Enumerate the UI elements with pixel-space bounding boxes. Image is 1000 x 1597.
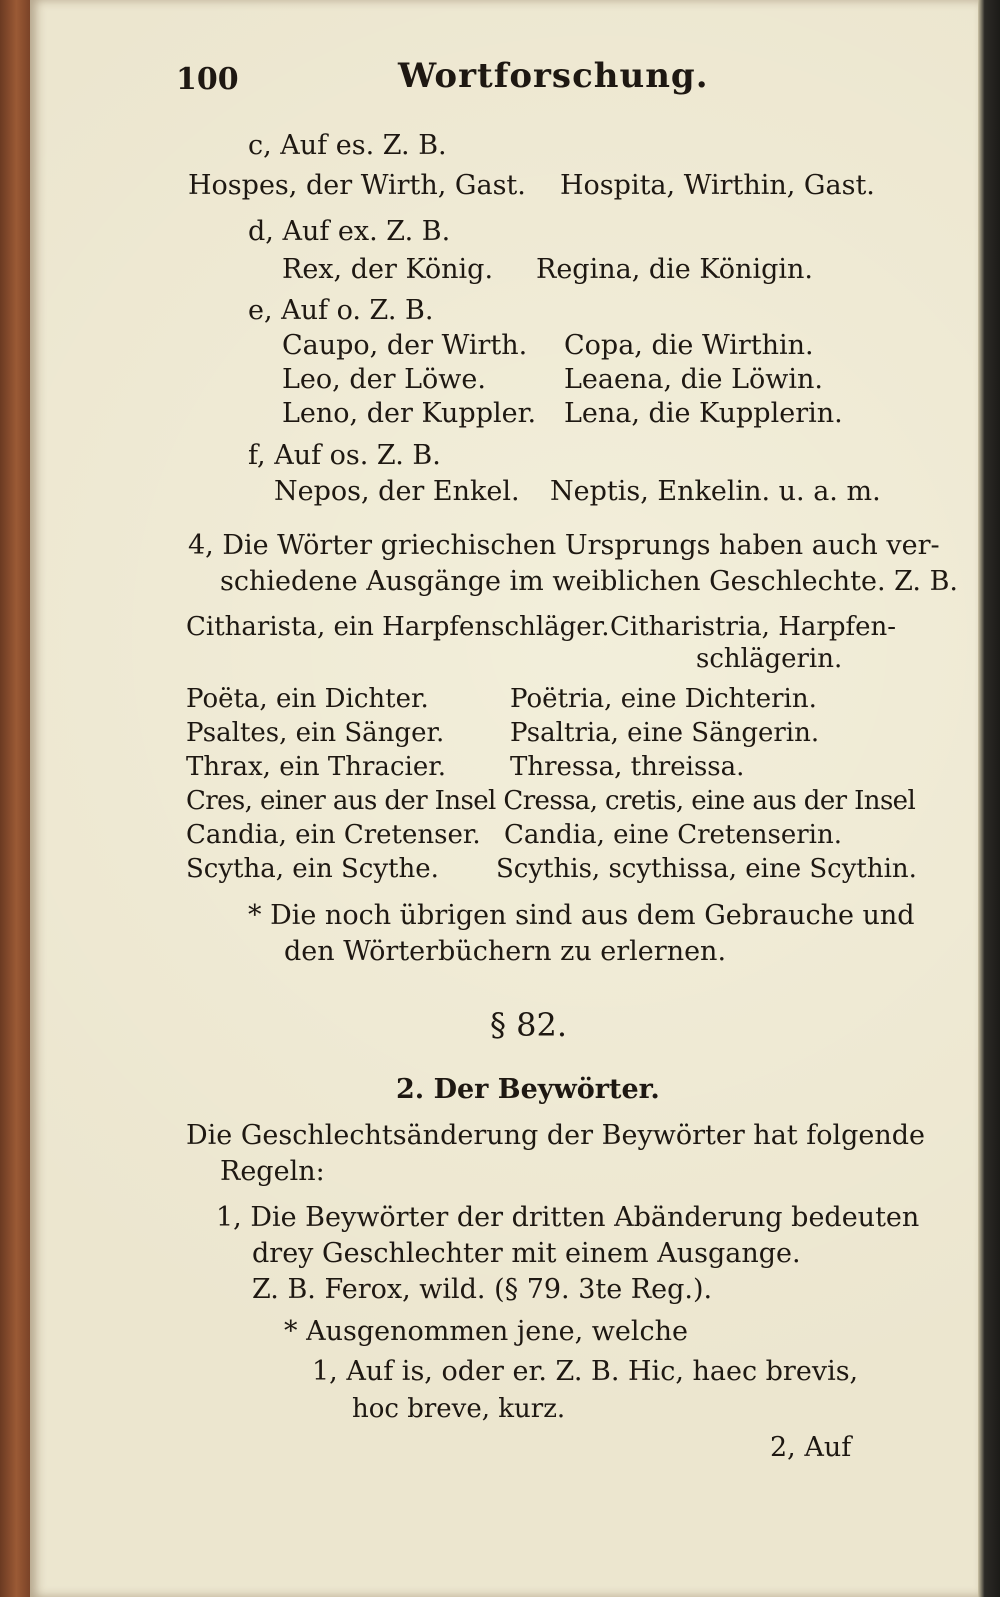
section-number: § 82. xyxy=(490,1006,568,1044)
rule-1-example: Z. B. Ferox, wild. (§ 79. 3te Reg.). xyxy=(252,1274,713,1305)
entry-left: Hospes, der Wirth, Gast. xyxy=(188,170,526,201)
entry-right: Lena, die Kupplerin. xyxy=(564,398,843,429)
entry-left: Caupo, der Wirth. xyxy=(282,330,528,361)
entry-left: Leno, der Kuppler. xyxy=(282,398,537,429)
catchword: 2, Auf xyxy=(770,1432,852,1463)
entry-left: Leo, der Löwe. xyxy=(282,364,486,395)
book-page xyxy=(30,0,978,1597)
entry-right: Candia, eine Cretenserin. xyxy=(504,820,842,850)
entry-right: Scythis, scythissa, eine Scythin. xyxy=(496,854,917,884)
page-edge xyxy=(978,0,1000,1597)
rule-item-f: f, Auf os. Z. B. xyxy=(248,440,441,471)
running-head: Wortforschung. xyxy=(398,56,709,96)
section-title: 2. Der Beywörter. xyxy=(396,1074,660,1105)
rule-1: 1, Die Beywörter der dritten Abänderung bedeuten xyxy=(216,1202,920,1233)
entry-full: Cres, einer aus der Insel Cressa, cretis, eine aus der Insel xyxy=(186,786,916,816)
entry-right: Regina, die Königin. xyxy=(536,254,813,285)
entry-right: Psaltria, eine Sängerin. xyxy=(510,718,820,748)
paragraph-line: Regeln: xyxy=(220,1156,325,1187)
rule-1-line: drey Geschlechter mit einem Ausgange. xyxy=(252,1238,801,1269)
rule-item-e: e, Auf o. Z. B. xyxy=(248,295,434,326)
paragraph-line: 4, Die Wörter griechischen Ursprungs haben auch ver- xyxy=(188,530,940,561)
entry-right: Hospita, Wirthin, Gast. xyxy=(560,170,875,201)
footnote-line: * Die noch übrigen sind aus dem Gebrauche und xyxy=(248,900,915,931)
page-number: 100 xyxy=(176,62,239,97)
footnote-line: den Wörterbüchern zu erlernen. xyxy=(284,936,727,967)
exception-note: * Ausgenommen jene, welche xyxy=(284,1316,688,1347)
paragraph-line: Die Geschlechtsänderung der Beywörter hat folgende xyxy=(186,1120,926,1151)
exception-item-1: 1, Auf is, oder er. Z. B. Hic, haec brevis, xyxy=(312,1356,859,1387)
entry-right: Citharistria, Harpfen- xyxy=(610,612,896,642)
book-spine xyxy=(0,0,30,1597)
entry-right: Thressa, threissa. xyxy=(510,752,745,782)
entry-left: Rex, der König. xyxy=(282,254,494,285)
entry-right: Neptis, Enkelin. u. a. m. xyxy=(550,476,881,507)
paragraph-line: schiedene Ausgänge im weiblichen Geschlechte. Z. B. xyxy=(220,566,959,597)
rule-item-c: c, Auf es. Z. B. xyxy=(248,130,447,161)
entry-right: Copa, die Wirthin. xyxy=(564,330,814,361)
entry-left: Candia, ein Cretenser. xyxy=(186,820,481,850)
entry-left: Nepos, der Enkel. xyxy=(274,476,520,507)
entry-left: Thrax, ein Thracier. xyxy=(186,752,447,782)
entry-right: Poëtria, eine Dichterin. xyxy=(510,684,817,714)
entry-continuation: schlägerin. xyxy=(696,644,843,674)
entry-left: Scytha, ein Scythe. xyxy=(186,854,439,884)
entry-left: Poëta, ein Dichter. xyxy=(186,684,429,714)
entry-left: Citharista, ein Harpfenschläger. xyxy=(186,612,610,642)
entry-right: Leaena, die Löwin. xyxy=(564,364,824,395)
rule-item-d: d, Auf ex. Z. B. xyxy=(248,216,451,247)
exception-item-1-line: hoc breve, kurz. xyxy=(352,1394,566,1424)
entry-left: Psaltes, ein Sänger. xyxy=(186,718,445,748)
